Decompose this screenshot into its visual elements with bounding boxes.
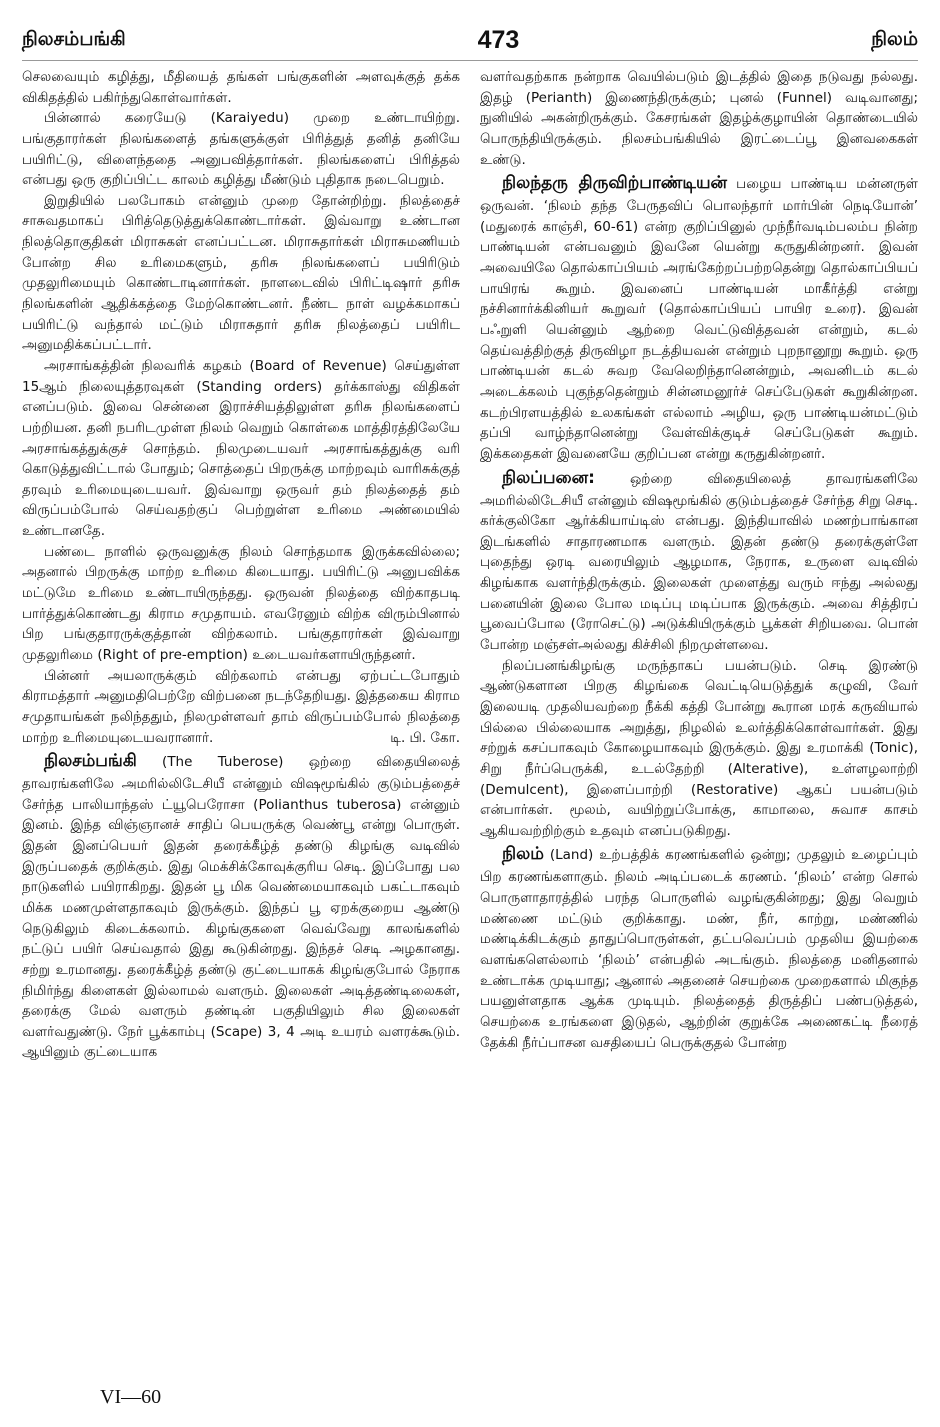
entry-paragraph <box>22 748 460 1063</box>
entry-term: நிலந்தரு திருவிற்பாண்டியன் <box>502 173 728 194</box>
entry-term: நிலசம்பங்கி <box>44 751 137 772</box>
paragraph-text: பின்னர் அயலாருக்கும் விற்கலாம் என்பது ஏற்பட்டபோதும் கிராமத்தார் அனுமதிபெற்றே விற்பனை நடந்தேறியது. இத்தகைய கிராம சமுதாயங்கள் நலிந்ததும், நிலமுள்ளவர் தாம் விருப்பம்போல் நிலத்தை மாற்ற உரிமையுடையவரானார். <box>22 667 460 746</box>
entry-paragraph <box>480 170 918 464</box>
right-column <box>480 67 918 1377</box>
left-column <box>22 67 460 1377</box>
paragraph: வளர்வதற்காக நன்றாக வெயில்படும் இடத்தில் இதை நடுவது நல்லது. இதழ் (Perianth) இணைந்திருக்கும்; புனல் (Funnel) வடிவானது; நுனியில் அகன்றிருக்கும். கேசரங்கள் இதழ்க்குழாயின் தொண்டையில் பொருந்தியிருக்கும். நிலசம்பங்கியில் இரட்டைப்பூ இனவகைகள் உண்டு. <box>480 69 918 168</box>
paragraph <box>22 666 460 749</box>
header-right-title: நிலம் <box>871 27 918 50</box>
entry-text: ஒற்றை விதையிலைத் தாவரங்களிலே அமரில்லிடேசியீ என்னும் விஷமூங்கில் குடும்பத்தைச் சேர்ந்த சிறு செடி. கர்க்குலிகோ ஆர்க்கியாய்டிஸ் என்பது. இந்தியாவில் மணற்பாங்கான இடங்களில் சாதாரணமாக வளரும். இதன் தண்டு தரைக்குள்ளே புதைந்து ஒரடி வரையிலும் ஆழமாக, நேராக, உருளை வடிவில் கிழங்காக வளர்ந்திருக்கும். இலைகள் முளைத்து வரும் ஈந்து அல்லது பனையின் இலை போல மடிப்பு மடிப்பாக இருக்கும். அவை சித்திரப் பூவைப்போல (ரோசெட்டு) அடுக்கியிருக்கும் பூக்கள் சிறியவை. பொன் போன்ற மஞ்சள்அல்லது கிச்சிலி நிறமுள்ளவை. <box>480 470 918 654</box>
header-left-title: நிலசம்பங்கி <box>22 27 126 50</box>
paragraph: செலவையும் கழித்து, மீதியைத் தங்கள் பங்குகளின் அளவுக்குத் தக்க விகிதத்தில் பகிர்ந்துகொள்வார்கள். <box>22 69 460 106</box>
entry-term: நிலப்பனை: <box>502 467 595 488</box>
body-columns <box>22 67 918 1377</box>
author-initials: டி. பி. கோ. <box>390 729 460 746</box>
volume-signature: VI—60 <box>100 1386 162 1408</box>
entry-text: (Land) உற்பத்திக் கரணங்களில் ஒன்று; முதலும் உழைப்பும் பிற கரணங்களாகும். நிலம் அடிப்படைக் கரணம். ‘நிலம்’ என்ற சொல் பொருளாதாரத்தில் பரந்த பொருளில் வழங்குகின்றது; இது வெறும் மண்ணை மட்டும் குறிக்காது. மண், நீர், காற்று, மண்ணில் மண்டிக்கிடக்கும் தாதுப்பொருள்கள், தட்பவெப்பம் முதலிய இயற்கை வளங்களெல்லாம் ‘நிலம்’ என்பதில் அடங்கும். நிலத்தை மனிதனால் உண்டாக்க முடியாது; ஆனால் அதனைச் செயற்கை முறைகளால் மிகுந்த பயனுள்ளதாக ஆக்க முடியும். நிலத்தைத் திருத்திப் பண்படுத்தல், செயற்கை உரங்களை இடுதல், ஆற்றின் குறுக்கே அணைகட்டி நீரைத் தேக்கி நீர்ப்பாசன வசதியைப் பெருக்குதல் போன்ற <box>480 847 918 1051</box>
entry-paragraph <box>480 465 918 656</box>
page-number: 473 <box>477 25 520 54</box>
paragraph: இறுதியில் பலபோகம் என்னும் முறை தோன்றிற்று. நிலத்தைச் சாசுவதமாகப் பிரித்தெடுத்துக்கொண்டார்கள். இவ்வாறு உண்டான நிலத்தொகுதிகள் மிராசுகள் எனப்பட்டன. மிராசுதார்கள் மிராசுமணியம் போன்ற சில உரிமைகளும், தரிசு நிலங்களைப் பயிரிடும் முதலுரிமையும் கொண்டாடினார்கள். நாளடைவில் பிரிட்டிஷார் தரிசு நிலங்களின் ஆதிக்கத்தை மேற்கொண்டனர். நீண்ட நாள் வழக்கமாகப் பயிரிட்டு வந்தால் மட்டும் மிராசுதார் தரிசு நிலத்தைப் பயிரிட அனுமதிக்கப்பட்டார். <box>22 192 460 354</box>
paragraph: பண்டை நாளில் ஒருவனுக்கு நிலம் சொந்தமாக இருக்கவில்லை; அதனால் பிறருக்கு மாற்ற உரிமை கிடையாது. பயிரிட்டு அனுபவிக்க மட்டுமே உரிமை உண்டாயிருந்தது. ஒருவன் நிலத்தை விற்காதபடி பார்த்துக்கொண்டது கிராம சமுதாயம். எவரேனும் விற்க விரும்பினால் பிற பங்குதாரருக்குத்தான் விற்கலாம். பங்குதாரர்கள் இவ்வாறு முதலுரிமை (Right of pre-emption) உடையவர்களாயிருந்தனர். <box>22 543 460 663</box>
entry-paragraph <box>480 841 918 1053</box>
paragraph: அரசாங்கத்தின் நிலவரிக் கழகம் (Board of Revenue) செய்துள்ள 15ஆம் நிலையுத்தரவுகள் (Standing orders) தர்க்காஸ்து விதிகள் எனப்படும். இவை சென்னை இராச்சியத்திலுள்ள தரிசு நிலங்களைப் பற்றியன. தனி நபரிடமுள்ள நிலம் வெறும் கொள்கை மாத்திரத்திலேயே அரசாங்கத்துக்குச் சொந்தம். நிலமுடையவர் அரசாங்கத்துக்கு வரி கொடுத்துவிட்டால் போதும்; சொத்தைப் பிறருக்கு மாற்றவும் வாரிசுக்குத் தரவும் உரிமையுடையவர். இவ்வாறு ஒருவர் தம் நிலத்தைத் தம் விருப்பம்போல் செய்வதற்குப் பெற்றுள்ள உரிமை அண்மையில் உண்டானதே. <box>22 357 460 540</box>
paragraph: பின்னால் கரையேடு (Karaiyedu) முறை உண்டாயிற்று. பங்குதாரர்கள் நிலங்களைத் தங்களுக்குள் பிரித்துத் தனித் தனியே பயிரிட்டு, விளைந்ததை அனுபவித்தார்கள். நிலங்களைப் பிரித்தல் என்பது ஒரு குறிப்பிட்ட காலம் கழித்து மீண்டும் புதிதாக நடைபெறும். <box>22 110 460 189</box>
entry-term: நிலம் <box>502 844 544 865</box>
entry-text: பழைய பாண்டிய மன்னருள் ஒருவன். ‘நிலம் தந்த பேருதவிப் பொலந்தார் மார்பின் நெடியோன்’ (மதுரைக் காஞ்சி, 60-61) என்ற குறிப்பினுல் முந்நீர்வடிம்பலம்ப நின்ற பாண்டியன் என்பவனும் இவனே யென்று கருதுகின்றனர். இவன் அவையிலே தொல்காப்பியம் அரங்கேற்றப்பற்றதென்று தொல்காப்பியப் பாயிரங் கூறும். இவனைப் பாண்டியன் மாகீர்த்தி என்று நச்சினார்க்கினியர் கூறுவர் (தொல்காப்பியப் பாயிர உரை). இவன் பஃறுளி யென்னும் ஆற்றை வெட்டுவித்தவன் என்றும், கடல் தெய்வத்திற்குத் திருவிழா நடத்தியவன் என்றும் புறநானூறு கூறும். ஒரு பாண்டியன் கடல் சுவற வேலெறிந்தானென்றும், அவனிடம் கடல் அடைக்கலம் புகுந்ததென்றும் சின்னமனூர்ச் செப்பேடுகள் கூறுகின்றன. கடற்பிரளயத்தில் உலகங்கள் எல்லாம் அழிய, ஒரு பாண்டியன்மட்டும் தப்பி வாழ்ந்தானென்று வேள்விக்குடிச் செப்பேடுகள் கூறும். இக்கதைகள் இவனையே குறிப்பன என்று கருதுகின்றனர். <box>480 176 918 462</box>
entry-text: (The Tuberose) ஒற்றை விதையிலைத் தாவரங்களிலே அமரில்லிடேசியீ என்னும் விஷமூங்கில் குடும்பத்தைச் சேர்ந்த பாலியாந்தஸ் ட்யூபெரோசா (Polianthus tuberosa) என்னும் இனம். இந்த விஞ்ஞானச் சாதிப் பெயருக்கு வெண்பூ என்று பொருள். இதன் இனப்பெயர் இதன் தரைக்கீழ்த் தண்டு கிழங்கு வடிவில் இருப்பதைக் குறிக்கும். இது மெக்சிக்கோவுக்குரிய செடி. இப்போது பல நாடுகளில் பயிராகிறது. இதன் பூ மிக வெண்மையாகவும் பகட்டாகவும் மிக்க மணமுள்ளதாகவும் இருக்கும். இந்தப் பூ ஏறக்குறைய ஆண்டு நெடுகிலும் கிடைக்கலாம். கிழங்குகளை வெவ்வேறு காலங்களில் நட்டுப் பயிர் செய்வதால் இது கூடுகின்றது. இந்தச் செடி அழகானது. சற்று உரமானது. தரைக்கீழ்த் தண்டு குட்டையாகக் கிழங்குபோல் நேராக நிமிர்ந்து கிளைகள் இல்லாமல் வளரும். இலைகள் அடித்தண்டிலைகள், தரைக்கு மேல் வளரும் தண்டின் பகுதியிலும் சில இலைகள் வளர்வதுண்டு. நேர் பூக்காம்பு (Scape) 3, 4 அடி உயரம் வளரக்கூடும். ஆயினும் குட்டையாக <box>22 754 460 1061</box>
paragraph: நிலப்பனங்கிழங்கு மருந்தாகப் பயன்படும். செடி இரண்டு ஆண்டுகளான பிறகு கிழங்கை வெட்டியெடுத்துக் கழுவி, வேர் இலையடி முதலியவற்றை நீக்கி கத்தி போன்று கூரான மரக் கருவியால் பில்லை பில்லையாக அறுத்து, நிழலில் உலர்த்திக்கொள்வார்கள். இது சற்றுக் கசப்பாகவும் கோழையாகவும் இருக்கும். இது உரமாக்கி (Tonic), சிறு நீர்ப்பெருக்கி, உடல்தேற்றி (Alterative), உள்ளழலாற்றி (Demulcent), இளைப்பாற்றி (Restorative) ஆகப் பயன்படும் என்பார்கள். மூலம், வயிற்றுப்போக்கு, காமாலை, சுவாச காசம் ஆகியவற்றிற்கும் உதவும் எனப்படுகிறது. <box>480 657 918 839</box>
page-header <box>22 20 918 61</box>
